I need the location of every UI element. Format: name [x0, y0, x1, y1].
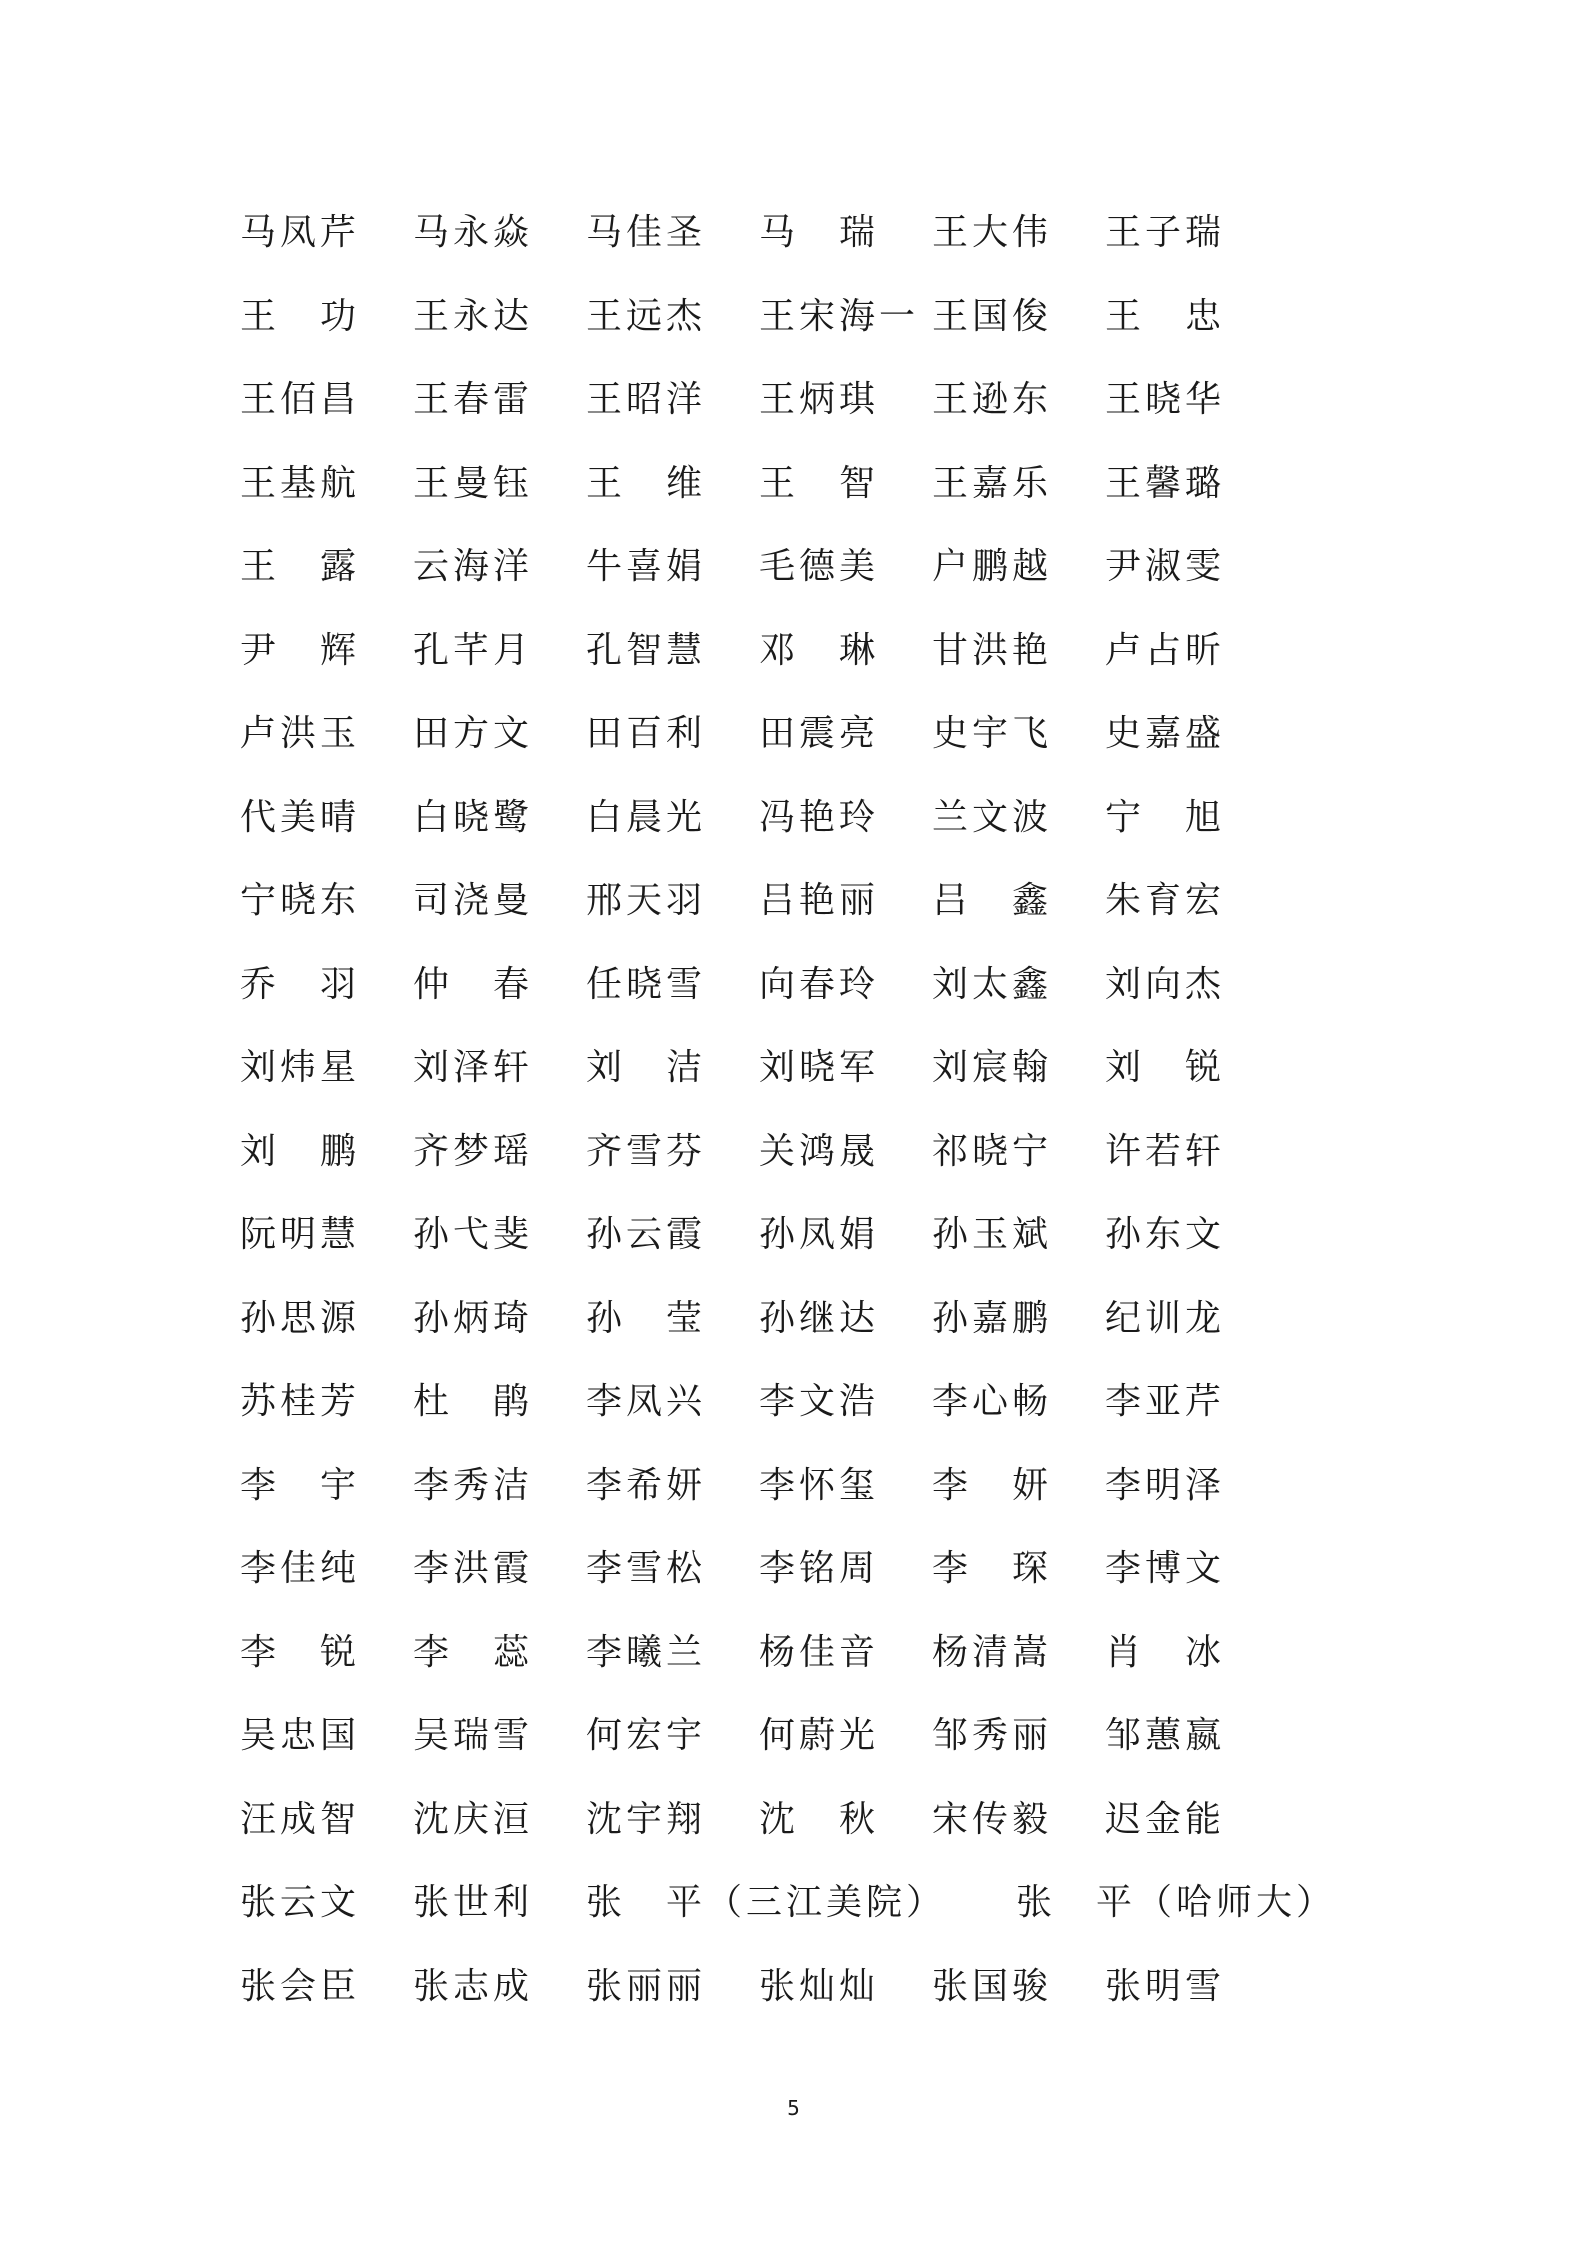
person-name: 田震亮: [759, 713, 880, 754]
person-name: 马凤芹: [240, 212, 361, 253]
person-name: 宁 旭: [1105, 796, 1226, 838]
person-name: 王子瑞: [1105, 212, 1226, 253]
person-name: 孔芊月: [413, 629, 534, 671]
name-row: [240, 701, 1390, 785]
person-name: 李雪松: [586, 1548, 707, 1589]
person-name: 孙玉斌: [932, 1214, 1053, 1255]
person-name: 齐雪芬: [586, 1130, 707, 1172]
person-name: 邓 琳: [759, 629, 880, 671]
person-name: 仲 春: [413, 963, 534, 1005]
person-name: 卢洪玉: [240, 713, 361, 754]
person-name: 李心畅: [932, 1381, 1053, 1422]
person-name: 孙继达: [759, 1297, 880, 1339]
person-name: 司浇曼: [413, 880, 534, 921]
name-row: [240, 367, 1390, 451]
person-name: 王嘉乐: [932, 462, 1053, 504]
person-name: 肖 冰: [1105, 1631, 1226, 1673]
person-name: 王永达: [413, 295, 534, 337]
person-name: 孙 莹: [586, 1297, 707, 1339]
person-name: 吴忠国: [240, 1715, 361, 1756]
person-name: 王宋海一: [759, 295, 920, 337]
person-name: 王 忠: [1105, 295, 1226, 337]
person-name: 张国骏: [932, 1965, 1053, 2007]
person-name: 王基航: [240, 462, 361, 504]
person-name: 王 露: [240, 546, 361, 587]
person-name: 张明雪: [1105, 1965, 1226, 2007]
person-name: 孙云霞: [586, 1214, 707, 1255]
person-name: 纪训龙: [1105, 1297, 1226, 1339]
person-name: 祁晓宁: [932, 1130, 1053, 1172]
name-row: [240, 1035, 1390, 1119]
person-name: 代美晴: [240, 796, 361, 838]
person-name: 尹 辉: [240, 629, 361, 671]
person-name: 兰文波: [932, 796, 1053, 838]
name-row: [240, 1870, 1390, 1954]
name-row: [240, 1620, 1390, 1704]
person-name: 李文浩: [759, 1381, 880, 1422]
person-name: 尹淑雯: [1105, 546, 1226, 587]
person-name: 李 蕊: [413, 1631, 534, 1673]
person-name: 杨佳音: [759, 1631, 880, 1673]
person-name: 王远杰: [586, 295, 707, 337]
person-name: 齐梦瑶: [413, 1130, 534, 1172]
person-name: 李博文: [1105, 1548, 1226, 1589]
name-row: [240, 1369, 1390, 1453]
person-name: 毛德美: [759, 546, 880, 587]
person-name: 李 琛: [932, 1548, 1053, 1589]
person-name: 宁晓东: [240, 880, 361, 921]
person-name: 吕艳丽: [759, 880, 880, 921]
person-name: 刘太鑫: [932, 963, 1053, 1005]
person-name: 张 平（三江美院）: [586, 1882, 947, 1923]
person-name: 何宏宇: [586, 1715, 707, 1756]
person-name: 李 锐: [240, 1631, 361, 1673]
name-row: [240, 1453, 1390, 1537]
person-name: 李秀洁: [413, 1464, 534, 1506]
person-name: 牛喜娟: [586, 546, 707, 587]
person-name: 许若轩: [1105, 1130, 1226, 1172]
name-row: [240, 1787, 1390, 1871]
person-name: 沈 秋: [759, 1798, 880, 1840]
person-name: 李明泽: [1105, 1464, 1226, 1506]
person-name: 李希妍: [586, 1464, 707, 1506]
person-name: 王馨璐: [1105, 462, 1226, 504]
person-name: 迟金能: [1105, 1798, 1226, 1840]
person-name: 冯艳玲: [759, 796, 880, 838]
name-row: [240, 1119, 1390, 1203]
name-list: [240, 200, 1390, 2037]
person-name: 王炳琪: [759, 379, 880, 420]
person-name: 王佰昌: [240, 379, 361, 420]
name-row: [240, 1202, 1390, 1286]
person-name: 张云文: [240, 1882, 361, 1923]
person-name: 甘洪艳: [932, 629, 1053, 671]
person-name: 何蔚光: [759, 1715, 880, 1756]
name-row: [240, 534, 1390, 618]
person-name: 刘晓军: [759, 1047, 880, 1088]
person-name: 任晓雪: [586, 963, 707, 1005]
person-name: 李铭周: [759, 1548, 880, 1589]
person-name: 王国俊: [932, 295, 1053, 337]
person-name: 史宇飞: [932, 713, 1053, 754]
person-name: 朱育宏: [1105, 880, 1226, 921]
person-name: 李佳纯: [240, 1548, 361, 1589]
name-row: [240, 868, 1390, 952]
person-name: 李凤兴: [586, 1381, 707, 1422]
person-name: 王春雷: [413, 379, 534, 420]
person-name: 李曦兰: [586, 1631, 707, 1673]
person-name: 史嘉盛: [1105, 713, 1226, 754]
person-name: 刘泽轩: [413, 1047, 534, 1088]
person-name: 汪成智: [240, 1798, 361, 1840]
person-name: 向春玲: [759, 963, 880, 1005]
person-name: 邢天羽: [586, 880, 707, 921]
person-name: 刘 洁: [586, 1047, 707, 1088]
person-name: 王曼钰: [413, 462, 534, 504]
person-name: 刘 锐: [1105, 1047, 1226, 1088]
name-row: [240, 952, 1390, 1036]
name-row: [240, 785, 1390, 869]
person-name: 乔 羽: [240, 963, 361, 1005]
person-name: 沈宇翔: [586, 1798, 707, 1840]
person-name: 王 维: [586, 462, 707, 504]
name-row: [240, 1703, 1390, 1787]
person-name: 李亚芹: [1105, 1381, 1226, 1422]
person-name: 孙弋斐: [413, 1214, 534, 1255]
person-name: 李 妍: [932, 1464, 1053, 1506]
name-row: [240, 200, 1390, 284]
person-name: 白晨光: [586, 796, 707, 838]
name-row: [240, 1536, 1390, 1620]
person-name: 阮明慧: [240, 1214, 361, 1255]
person-name: 田百利: [586, 713, 707, 754]
person-name: 张丽丽: [586, 1965, 707, 2007]
person-name: 张 平（哈师大）: [1016, 1882, 1337, 1923]
person-name: 关鸿晟: [759, 1130, 880, 1172]
person-name: 邹蕙嬴: [1105, 1715, 1226, 1756]
person-name: 张会臣: [240, 1965, 361, 2007]
person-name: 马佳圣: [586, 212, 707, 253]
person-name: 王晓华: [1105, 379, 1226, 420]
person-name: 王 智: [759, 462, 880, 504]
person-name: 孙嘉鹏: [932, 1297, 1053, 1339]
person-name: 王逊东: [932, 379, 1053, 420]
person-name: 马 瑞: [759, 212, 880, 253]
person-name: 刘向杰: [1105, 963, 1226, 1005]
name-row: [240, 618, 1390, 702]
person-name: 吕 鑫: [932, 880, 1053, 921]
page-number: 5: [787, 2096, 800, 2120]
person-name: 苏桂芳: [240, 1381, 361, 1422]
person-name: 邹秀丽: [932, 1715, 1053, 1756]
person-name: 刘宸翰: [932, 1047, 1053, 1088]
person-name: 刘炜星: [240, 1047, 361, 1088]
person-name: 孙思源: [240, 1297, 361, 1339]
name-row: [240, 1954, 1390, 2038]
person-name: 李洪霞: [413, 1548, 534, 1589]
person-name: 王 功: [240, 295, 361, 337]
person-name: 卢占昕: [1105, 629, 1226, 671]
person-name: 张灿灿: [759, 1965, 880, 2007]
person-name: 白晓鹭: [413, 796, 534, 838]
person-name: 吴瑞雪: [413, 1715, 534, 1756]
person-name: 沈庆洹: [413, 1798, 534, 1840]
person-name: 云海洋: [413, 546, 534, 587]
name-row: [240, 451, 1390, 535]
person-name: 孙东文: [1105, 1214, 1226, 1255]
person-name: 王昭洋: [586, 379, 707, 420]
person-name: 李 宇: [240, 1464, 361, 1506]
person-name: 刘 鹏: [240, 1130, 361, 1172]
person-name: 田方文: [413, 713, 534, 754]
name-row: [240, 1286, 1390, 1370]
person-name: 孔智慧: [586, 629, 707, 671]
person-name: 王大伟: [932, 212, 1053, 253]
person-name: 张世利: [413, 1882, 534, 1923]
person-name: 孙炳琦: [413, 1297, 534, 1339]
person-name: 杨清嵩: [932, 1631, 1053, 1673]
person-name: 李怀玺: [759, 1464, 880, 1506]
person-name: 户鹏越: [932, 546, 1053, 587]
person-name: 马永焱: [413, 212, 534, 253]
name-row: [240, 284, 1390, 368]
person-name: 杜 鹃: [413, 1381, 534, 1422]
person-name: 张志成: [413, 1965, 534, 2007]
person-name: 宋传毅: [932, 1798, 1053, 1840]
person-name: 孙凤娟: [759, 1214, 880, 1255]
